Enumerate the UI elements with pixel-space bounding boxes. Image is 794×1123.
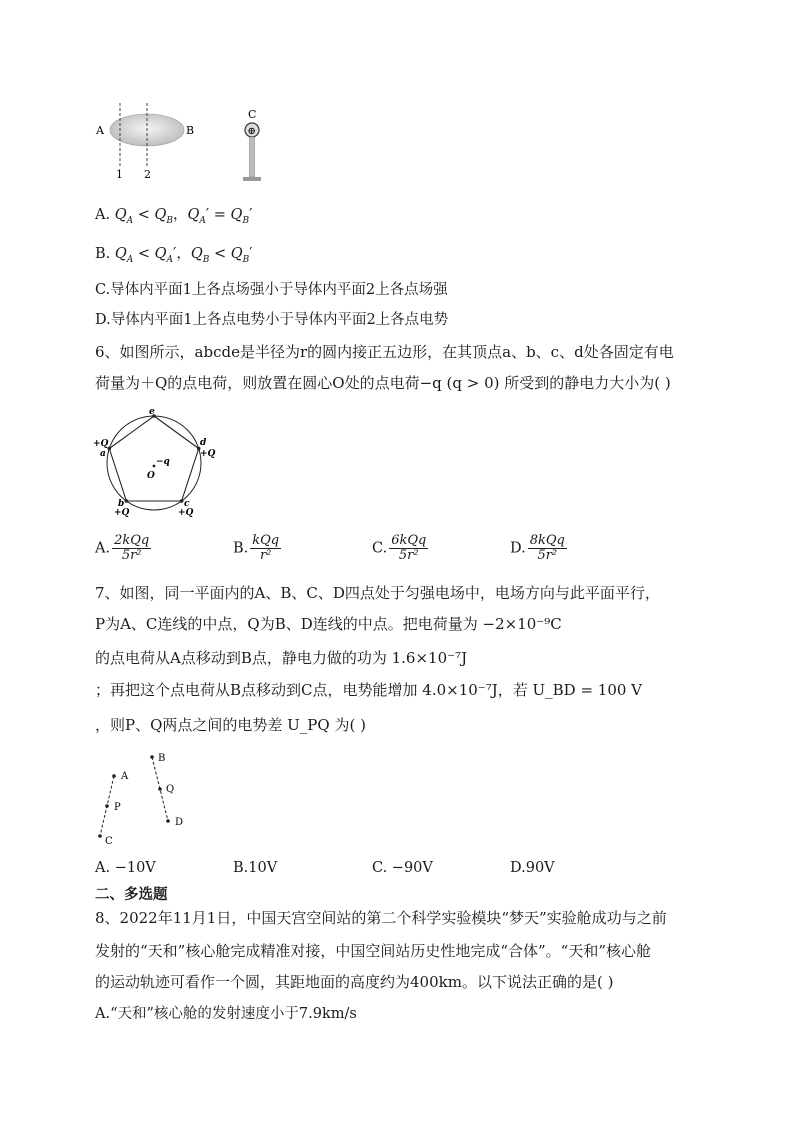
q5-option-c: C.导体内平面1上各点场强小于导体内平面2上各点场强 bbox=[95, 282, 448, 298]
center-o bbox=[153, 465, 156, 468]
q8-text-line2: 发射的“天和”核心舱完成精准对接，中国空间站历史性地完成“合体”。“天和”核心舱 bbox=[95, 942, 652, 960]
section-heading-multiple-choice: 二、多选题 bbox=[95, 886, 168, 903]
q5-figure bbox=[90, 98, 280, 190]
label-Qa: +Q bbox=[93, 439, 109, 449]
insulating-stand bbox=[250, 137, 255, 177]
q7-option-a: A. −10V bbox=[95, 860, 156, 876]
fig5-label-2: 2 bbox=[144, 168, 151, 181]
q7-option-b: B.10V bbox=[233, 860, 278, 876]
fig7-label-Q: Q bbox=[166, 784, 175, 795]
fig7-label-P: P bbox=[114, 802, 121, 813]
q7-text-line2: P为A、C连线的中点，Q为B、D连线的中点。把电荷量为 −2×10⁻⁹C bbox=[95, 615, 562, 633]
q6-figure bbox=[92, 408, 222, 520]
q7-option-c: C. −90V bbox=[372, 860, 433, 876]
label-a: a bbox=[100, 449, 106, 459]
q6-option-b: B. $\frac{\text{kQq}}{\text{r²}}$ bbox=[233, 533, 280, 563]
stand-base bbox=[243, 177, 261, 181]
label-Qb: +Q bbox=[114, 508, 130, 518]
q7-option-d: D.90V bbox=[510, 860, 555, 876]
fig7-label-D: D bbox=[175, 817, 184, 828]
fig7-label-C: C bbox=[105, 836, 113, 847]
point-c bbox=[98, 834, 102, 838]
q5-option-d: D.导体内平面1上各点电势小于导体内平面2上各点电势 bbox=[95, 312, 449, 328]
plus-sign: ⊕ bbox=[247, 126, 256, 137]
q5-option-b: B. $Q_A < Q_A'$，$Q_B < Q_B'$ bbox=[95, 246, 253, 265]
q7-text-line5: ，则P、Q两点之间的电势差 U_PQ 为( ) bbox=[95, 716, 366, 734]
label-Qc: +Q bbox=[178, 508, 194, 518]
label-c: c bbox=[184, 499, 190, 509]
q5-option-a: A. $Q_A < Q_B$，$Q_A' = Q_B'$ bbox=[95, 207, 253, 226]
q7-text-line1: 7、如图，同一平面内的A、B、C、D四点处于匀强电场中，电场方向与此平面平行， bbox=[95, 584, 660, 602]
point-d bbox=[166, 819, 170, 823]
point-a bbox=[112, 774, 116, 778]
fig7-label-A: A bbox=[121, 771, 129, 782]
vertex-c bbox=[180, 499, 184, 503]
label-e: e bbox=[149, 408, 155, 417]
q7-text-line3: 的点电荷从A点移动到B点，静电力做的功为 1.6×10⁻⁷J bbox=[95, 649, 468, 667]
q8-option-a: A.“天和”核心舱的发射速度小于7.9km/s bbox=[95, 1006, 357, 1022]
q6-text-line2: 荷量为＋Q的点电荷，则放置在圆心O处的点电荷−q (q > 0) 所受到的静电力大小为( ) bbox=[95, 374, 671, 392]
point-p bbox=[105, 804, 109, 808]
q6-option-c: C. $\frac{\text{6kQq}}{\text{5r²}}$ bbox=[372, 533, 427, 563]
vertex-b bbox=[125, 499, 129, 503]
fig7-label-B: B bbox=[158, 753, 166, 764]
fig5-label-C: C bbox=[248, 108, 257, 121]
fig5-label-1: 1 bbox=[116, 168, 123, 181]
label-O: O bbox=[147, 471, 155, 481]
label-b: b bbox=[118, 499, 125, 509]
label-negq: −q bbox=[156, 457, 170, 467]
q6-option-d: D. $\frac{\text{8kQq}}{\text{5r²}}$ bbox=[510, 533, 565, 563]
q7-figure bbox=[92, 748, 202, 848]
q7-text-line4: ；再把这个点电荷从B点移动到C点，电势能增加 4.0×10⁻⁷J，若 U_BD = 100 V bbox=[95, 681, 643, 699]
point-b bbox=[150, 755, 154, 759]
q6-text-line1: 6、如图所示，abcde是半径为r的圆内接正五边形，在其顶点a、b、c、d处各固定有电 bbox=[95, 343, 674, 361]
pentagon bbox=[109, 416, 198, 501]
label-d: d bbox=[200, 438, 207, 448]
q8-text-line1: 8、2022年11月1日，中国天宫空间站的第二个科学实验模块“梦天”实验舱成功与之前 bbox=[95, 909, 667, 927]
q6-option-a: A. $\frac{\text{2kQq}}{\text{5r²}}$ bbox=[95, 533, 150, 563]
fig5-label-B: B bbox=[186, 124, 195, 137]
circumcircle bbox=[107, 416, 201, 510]
label-Qd: +Q bbox=[200, 449, 216, 459]
point-q bbox=[158, 787, 162, 791]
fig5-label-A: A bbox=[96, 124, 104, 137]
q8-text-line3: 的运动轨迹可看作一个圆，其距地面的高度约为400km。以下说法正确的是( ) bbox=[95, 973, 614, 991]
